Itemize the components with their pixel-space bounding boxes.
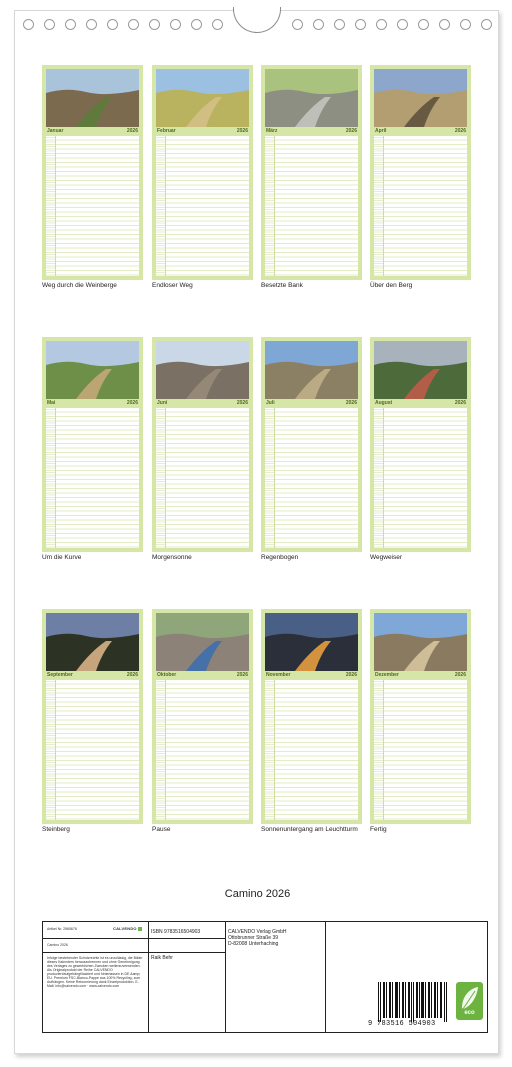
month-name: April [375, 128, 387, 134]
month-header [156, 127, 249, 135]
month-year: 2026 [454, 672, 466, 678]
month-card [261, 337, 362, 552]
month-header [265, 127, 358, 135]
binding-hole [418, 19, 429, 30]
month-name: Januar [47, 128, 64, 134]
imprint-publisher-column [226, 922, 325, 1032]
month-year: 2026 [345, 672, 357, 678]
binding-hole [107, 19, 118, 30]
binding-hole [313, 19, 324, 30]
imprint-box [42, 921, 488, 1033]
binding-hole [376, 19, 387, 30]
month-day-lines [265, 408, 358, 548]
month-card [152, 65, 253, 280]
month-card [370, 609, 471, 824]
binding-hole [86, 19, 97, 30]
month-day-lines [46, 136, 139, 276]
month-header [46, 671, 139, 679]
month-caption: Pause [152, 826, 171, 833]
month-photo [265, 69, 358, 127]
eco-badge [456, 982, 483, 1020]
binding-hole [23, 19, 34, 30]
month-caption: Über den Berg [370, 282, 413, 289]
barcode-icon [378, 982, 448, 1022]
month-year: 2026 [454, 400, 466, 406]
month-photo [46, 341, 139, 399]
month-caption: Um die Kurve [42, 554, 82, 561]
month-day-lines [265, 680, 358, 820]
month-header [46, 399, 139, 407]
binding-hole [460, 19, 471, 30]
month-header [374, 671, 467, 679]
month-year: 2026 [126, 128, 138, 134]
month-caption: Besetzte Bank [261, 282, 303, 289]
binding-hole [397, 19, 408, 30]
isbn-text: ISBN 9783516504903 [151, 929, 201, 935]
month-header [374, 127, 467, 135]
author-name: Raik Behr [151, 955, 173, 961]
month-day-lines [46, 680, 139, 820]
eco-label: eco [464, 1010, 475, 1016]
month-day-lines [156, 680, 249, 820]
month-header [265, 671, 358, 679]
month-caption: Wegweiser [370, 554, 403, 561]
binding-hole [65, 19, 76, 30]
month-header [46, 127, 139, 135]
binding-hole [44, 19, 55, 30]
month-card [370, 337, 471, 552]
binding-hole [149, 19, 160, 30]
binding-hole [170, 19, 181, 30]
month-caption: Weg durch die Weinberge [42, 282, 117, 289]
binding-hole [439, 19, 450, 30]
publisher-street: Ottobrunner Straße 39 [228, 935, 279, 941]
month-card [42, 609, 143, 824]
month-year: 2026 [345, 400, 357, 406]
month-photo [46, 69, 139, 127]
binding-hole [212, 19, 223, 30]
month-photo [46, 613, 139, 671]
month-year: 2026 [236, 128, 248, 134]
month-name: Mai [47, 400, 56, 406]
month-card [152, 609, 253, 824]
month-name: Februar [157, 128, 176, 134]
month-card [42, 65, 143, 280]
month-day-lines [46, 408, 139, 548]
barcode-digits: 9 783516 504903 [368, 1020, 436, 1028]
month-photo [156, 341, 249, 399]
imprint-legal-column [43, 922, 149, 1032]
publisher-name: CALVENDO Verlag GmbH [228, 929, 287, 935]
month-year: 2026 [345, 128, 357, 134]
month-caption: Fertig [370, 826, 387, 833]
binding-hole [481, 19, 492, 30]
imprint-isbn-column [149, 922, 226, 1032]
binding-hole [292, 19, 303, 30]
month-name: Juli [266, 400, 275, 406]
month-caption: Endloser Weg [152, 282, 193, 289]
product-name: Camino 2026 [47, 943, 68, 947]
calendar-sheet [14, 10, 499, 1054]
month-year: 2026 [126, 400, 138, 406]
month-name: Oktober [157, 672, 177, 678]
month-caption: Regenbogen [261, 554, 299, 561]
article-number: Artikel Nr. 2565676 [47, 927, 77, 931]
publisher-city: D-82008 Unterhaching [228, 941, 279, 947]
month-card [42, 337, 143, 552]
month-day-lines [265, 136, 358, 276]
month-photo [265, 613, 358, 671]
month-card [261, 609, 362, 824]
calvendo-logo: CALVENDO [113, 926, 142, 931]
month-photo [374, 613, 467, 671]
month-caption: Sonnenuntergang am Leuchtturm [261, 826, 358, 833]
month-photo [156, 69, 249, 127]
month-caption: Morgensonne [152, 554, 192, 561]
month-name: Dezember [375, 672, 399, 678]
month-photo [265, 341, 358, 399]
month-year: 2026 [454, 128, 466, 134]
imprint-barcode-column [325, 922, 489, 1032]
month-header [156, 399, 249, 407]
calendar-title: Camino 2026 [224, 888, 291, 900]
binding-hole [355, 19, 366, 30]
month-card [370, 65, 471, 280]
month-name: Juni [157, 400, 168, 406]
binding-hole [128, 19, 139, 30]
binding-hole [191, 19, 202, 30]
month-photo [156, 613, 249, 671]
month-year: 2026 [126, 672, 138, 678]
month-year: 2026 [236, 672, 248, 678]
month-name: November [266, 672, 291, 678]
binding-hole [334, 19, 345, 30]
month-name: September [47, 672, 73, 678]
legal-notice: Infolge bestehender Schutzrechte ist es unzulässig, die Bilder dieses Kalenders herauszutrennen und ohne Genehmigung des Verlages zu gewerblichen Zwecken weiterzuverwenden. Als Originalprodukt der Reihe CALVENDO produziert/aufgehängt/lackiert und hinterlassen in DE &amp; EU. Premium FSC-Blanco-Pappe aus 100% Recycling, zum Aufhängen. Keine Retournierung dank Einzelproduktion. E-Mail: info@calvendo.com · www.calvendo.com [47, 956, 143, 988]
month-day-lines [374, 136, 467, 276]
month-header [374, 399, 467, 407]
month-name: August [375, 400, 393, 406]
month-day-lines [156, 136, 249, 276]
month-name: März [266, 128, 278, 134]
month-caption: Steinberg [42, 826, 70, 833]
month-photo [374, 341, 467, 399]
month-photo [374, 69, 467, 127]
month-card [152, 337, 253, 552]
month-card [261, 65, 362, 280]
month-header [156, 671, 249, 679]
month-day-lines [156, 408, 249, 548]
month-day-lines [374, 408, 467, 548]
month-year: 2026 [236, 400, 248, 406]
month-header [265, 399, 358, 407]
month-day-lines [374, 680, 467, 820]
